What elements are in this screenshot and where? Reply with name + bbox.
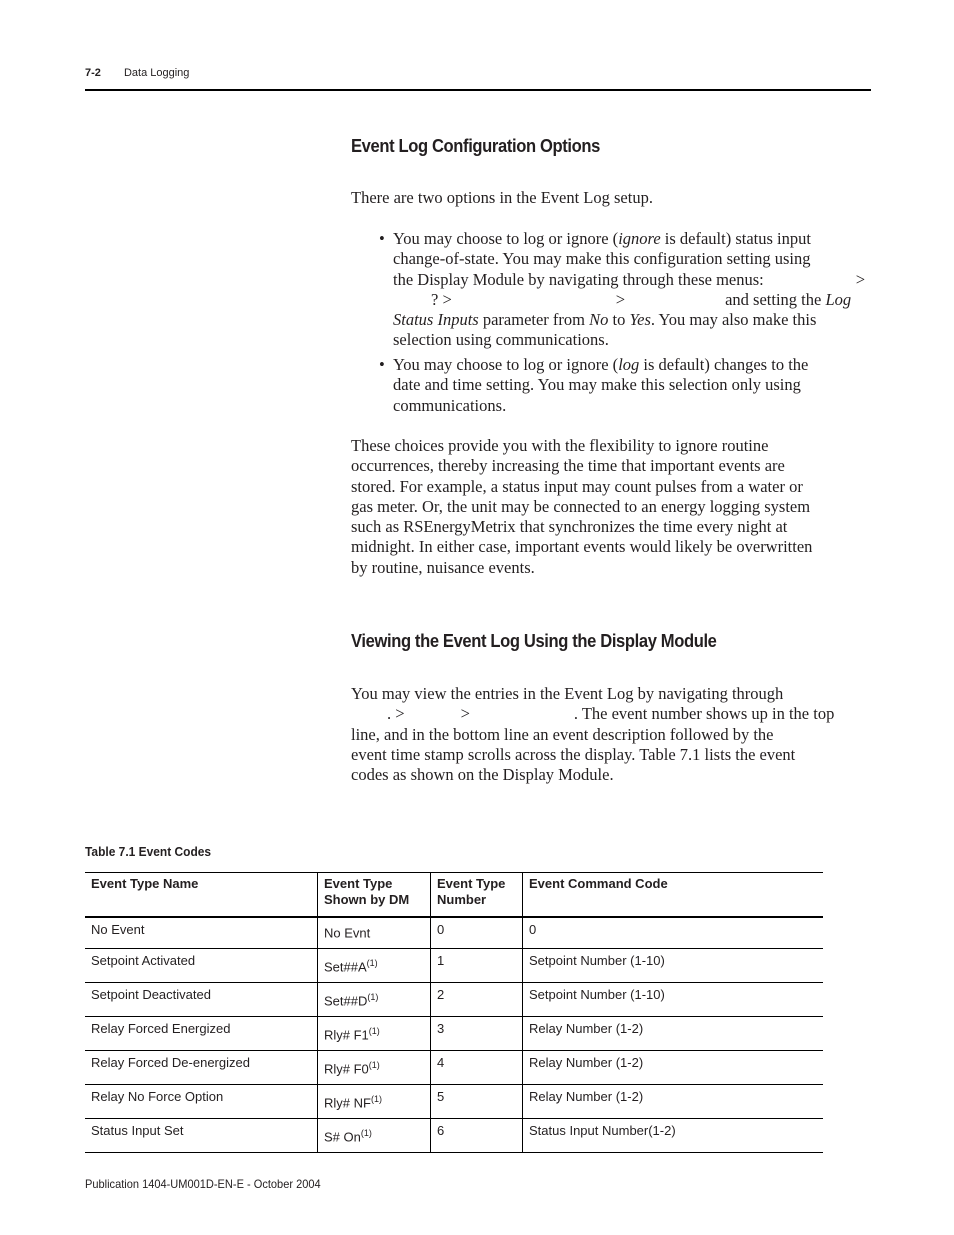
cell-number: 2 xyxy=(431,983,523,1017)
cell-code: 0 xyxy=(523,917,824,949)
cell-code: Status Input Number(1-2) xyxy=(523,1119,824,1153)
cell-number: 1 xyxy=(431,949,523,983)
cell-code: Setpoint Number (1-10) xyxy=(523,983,824,1017)
table-row xyxy=(85,1085,823,1119)
header-event-type-number: Event Type Number xyxy=(431,873,523,918)
cell-code: Relay Number (1-2) xyxy=(523,1085,824,1119)
table-row xyxy=(85,1119,823,1153)
cell-number: 5 xyxy=(431,1085,523,1119)
cell-dm: Rly# F1$^{(1)}$ xyxy=(318,1017,431,1051)
heading-viewing-event-log: Viewing the Event Log Using the Display Module xyxy=(351,631,717,651)
table-caption: Table 7.1 Event Codes xyxy=(85,844,212,859)
viewing-paragraph: You may view the entries in the Event Log by navigating through . > > . The event number shows up in the top line, and in the bottom line an event description followed by the event time stamp scrolls across the display. Table 7.1 lists the event codes as shown on the Display Module. xyxy=(351,684,835,785)
cell-name: No Event xyxy=(85,917,318,949)
cell-name: Status Input Set xyxy=(85,1119,318,1153)
table-row xyxy=(85,917,823,949)
intro-paragraph: There are two options in the Event Log setup. xyxy=(351,188,653,207)
table-row xyxy=(85,1017,823,1051)
table-row xyxy=(85,949,823,983)
table-header-row xyxy=(85,873,823,918)
heading-event-log-config: Event Log Configuration Options xyxy=(351,136,600,156)
cell-name: Relay No Force Option xyxy=(85,1085,318,1119)
cell-dm: S# On$^{(1)}$ xyxy=(318,1119,431,1153)
section-title: Data Logging xyxy=(123,67,190,79)
cell-dm: Rly# F0$^{(1)}$ xyxy=(318,1051,431,1085)
header-event-type-dm: Event Type Shown by DM xyxy=(318,873,431,918)
table-row xyxy=(85,1051,823,1085)
cell-code: Setpoint Number (1-10) xyxy=(523,949,824,983)
cell-code: Relay Number (1-2) xyxy=(523,1051,824,1085)
table-row xyxy=(85,983,823,1017)
cell-number: 0 xyxy=(431,917,523,949)
cell-name: Relay Forced De-energized xyxy=(85,1051,318,1085)
bullet-dot: • xyxy=(379,229,385,248)
cell-dm: $Set\#\#A^{(1)}$ xyxy=(318,949,431,983)
header-event-command-code: Event Command Code xyxy=(523,873,824,918)
bullet-dot: • xyxy=(379,355,385,374)
cell-dm: $Set\#\#D^{(1)}$ xyxy=(318,983,431,1017)
bullet-date-time: • You may choose to log or ignore (log is default) changes to the date and time setting. You may make this selection only using communications. xyxy=(379,355,809,415)
cell-name: Setpoint Deactivated xyxy=(85,983,318,1017)
cell-number: 6 xyxy=(431,1119,523,1153)
page-header xyxy=(85,67,189,79)
cell-dm: Rly# NF$^{(1)}$ xyxy=(318,1085,431,1119)
cell-number: 3 xyxy=(431,1017,523,1051)
cell-name: Setpoint Activated xyxy=(85,949,318,983)
cell-name: Relay Forced Energized xyxy=(85,1017,318,1051)
cell-number: 4 xyxy=(431,1051,523,1085)
flexibility-paragraph: These choices provide you with the flexibility to ignore routine occurrences, thereby increasing the time that important events are stored. For example, a status input may count pulses from a water or gas meter. Or, the unit may be connected to an energy logging system such as RSEnergyMetrix that synchronizes the time every night at midnight. In either case, important events would likely be overwritten by routine, nuisance events. xyxy=(351,436,813,577)
header-event-type-name: Event Type Name xyxy=(85,873,318,918)
publication-footer: Publication 1404-UM001D-EN-E - October 2004 xyxy=(85,1177,321,1191)
bullet-status-input: • You may choose to log or ignore (ignore is default) status input change-of-state. You may make this configuration setting using the Display Module by navigating through these menus: > ? > > and setting the Log Status Inputs parameter from No to Yes. You may also make this selection using communications. xyxy=(379,229,865,350)
cell-dm: No Evnt xyxy=(318,917,431,949)
event-codes-table xyxy=(85,872,823,1153)
page-number: 7-2 xyxy=(85,67,101,79)
cell-code: Relay Number (1-2) xyxy=(523,1017,824,1051)
header-rule xyxy=(85,89,871,91)
